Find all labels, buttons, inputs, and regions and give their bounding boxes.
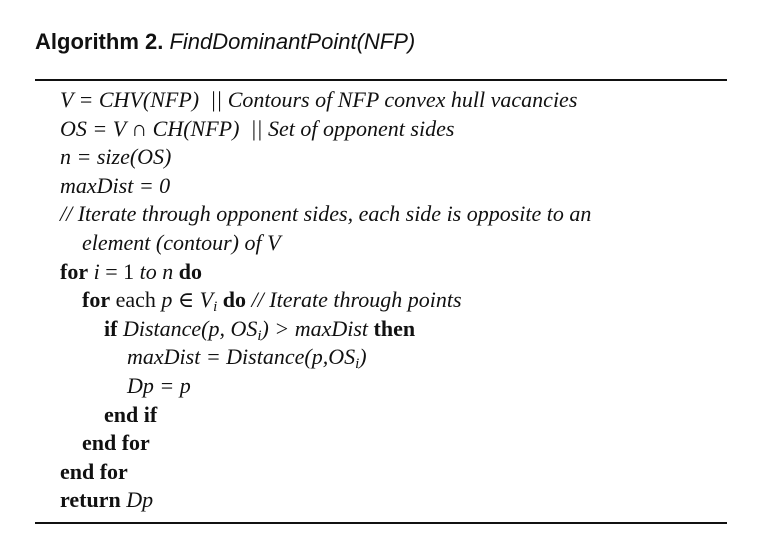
line-5b — [60, 229, 591, 258]
line-5-comment-b: element (contour) of V — [82, 229, 281, 255]
line-14-return-keyword: return — [60, 487, 121, 513]
line-6 — [60, 258, 591, 287]
line-9 — [60, 343, 591, 372]
line-11-end-if: end if — [104, 401, 158, 427]
line-3 — [60, 143, 591, 172]
line-6-for-keyword: for — [60, 258, 89, 284]
line-9-sub: i — [355, 356, 360, 373]
line-2-statement: OS = V ∩ CH(NFP) — [60, 115, 240, 141]
line-14 — [60, 486, 591, 515]
line-1-comment: || Contours of NFP convex hull vacancies — [210, 87, 578, 112]
line-7 — [60, 286, 591, 315]
line-8-cond-a: Distance(p, OS — [122, 315, 258, 341]
line-9-stmt-a: maxDist = Distance(p,OS — [127, 344, 356, 370]
line-14-value: Dp — [126, 487, 154, 513]
line-6-eq: = 1 — [99, 258, 140, 284]
line-7-do-keyword: do — [222, 287, 247, 313]
line-8 — [60, 315, 591, 344]
algorithm-title — [35, 27, 415, 57]
line-8-sub: i — [257, 327, 262, 344]
line-3-statement: n = size(OS) — [60, 144, 172, 170]
bottom-rule — [35, 522, 727, 524]
line-11 — [60, 401, 591, 430]
line-7-for-keyword: for — [82, 287, 111, 313]
line-9-stmt-b: ) — [359, 344, 367, 370]
line-12-end-for: end for — [82, 430, 150, 456]
line-7-each: each — [110, 287, 162, 313]
line-4-statement: maxDist = 0 — [60, 172, 171, 198]
line-1 — [60, 86, 591, 115]
line-8-cond-b: ) > maxDist — [261, 315, 369, 341]
line-7-sub: i — [213, 299, 218, 316]
algorithm-name: FindDominantPoint(NFP) — [169, 29, 416, 54]
line-8-then-keyword: then — [373, 315, 416, 341]
top-rule — [35, 79, 727, 81]
line-8-if-keyword: if — [104, 315, 118, 341]
line-10 — [60, 372, 591, 401]
line-5-comment-a: // Iterate through opponent sides, each side is opposite to an — [60, 201, 592, 227]
line-6-do-keyword: do — [178, 258, 203, 284]
line-5a — [60, 200, 591, 229]
line-7-elem: p ∈ V — [161, 287, 214, 313]
line-10-statement: Dp = p — [127, 372, 191, 398]
line-12 — [60, 429, 591, 458]
line-7-comment: // Iterate through points — [251, 287, 462, 313]
line-2-comment: || Set of opponent sides — [250, 115, 455, 141]
line-6-var: i — [93, 258, 100, 284]
line-13-end-for: end for — [60, 458, 128, 484]
line-6-to: to n — [139, 258, 174, 284]
line-1-statement: V = CHV(NFP) — [60, 87, 200, 112]
line-4 — [60, 172, 591, 201]
line-2 — [60, 115, 591, 144]
line-13 — [60, 458, 591, 487]
algorithm-label: Algorithm 2. — [35, 29, 164, 54]
algorithm-body — [60, 86, 591, 515]
